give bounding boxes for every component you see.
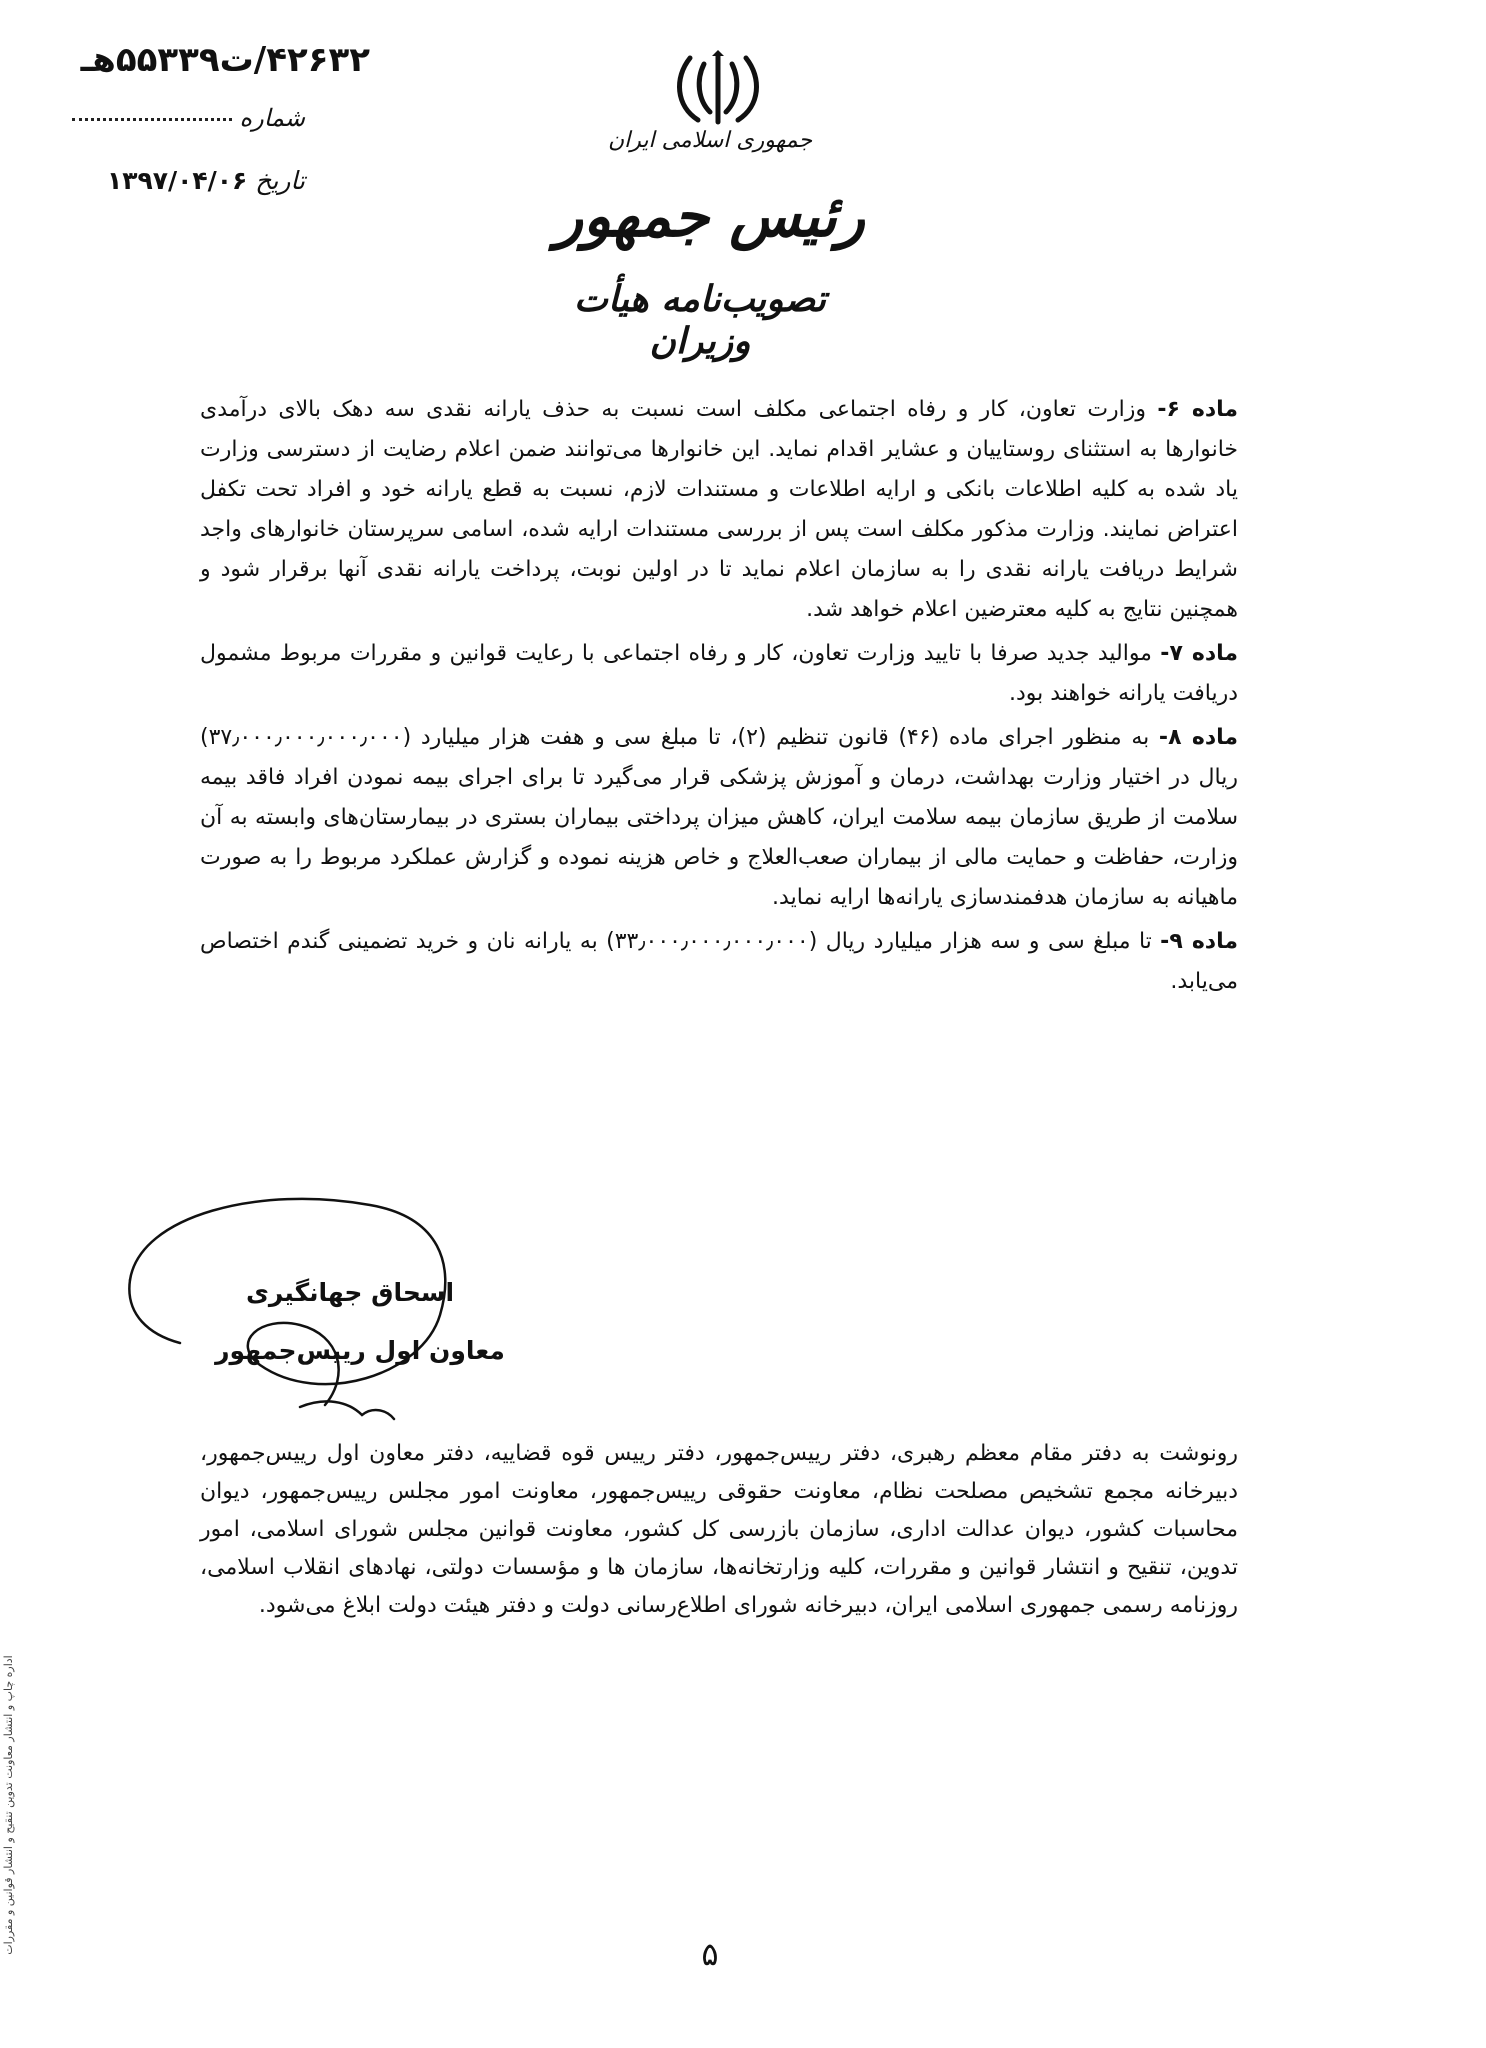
signer-title: معاون اول رییس‌جمهور [215,1336,505,1365]
article-7 [200,634,1238,714]
number-field [60,104,305,132]
iran-emblem-icon [668,50,768,128]
article-label: ماده ۸- [1158,725,1238,750]
reference-number: ۴۲۶۳۲/ت۵۵۳۳۹هـ [80,40,370,80]
article-6 [200,390,1238,630]
date-value: ۱۳۹۷/۰۴/۰۶ [106,166,248,195]
margin-note: اداره چاپ و انتشار معاونت تدوین تنقیح و انتشار قوانین و مقررات [2,1655,15,1955]
republic-heading: جمهوری اسلامی ایران [607,128,813,153]
article-text: وزارت تعاون، کار و رفاه اجتماعی مکلف است نسبت به حذف یارانه نقدی سه دهک بالای درآمدی خانوارها به استثنای روستاییان و عشایر اقدام نماید. این خانوارها می‌توانند ضمن اعلام رضایت از دسترسی وزارت یاد شده به کلیه اطلاعات بانکی و ارایه اطلاعات و مستندات لازم، نسبت به قطع یارانه خود و افراد تحت تکفل اعتراض نمایند. وزارت مذکور مکلف است پس از بررسی مستندات ارایه شده، اسامی سرپرستان خانوارهای واجد شرایط دریافت یارانه نقدی را به سازمان اعلام نماید تا در اولین نوبت، پرداخت یارانه نقدی آنها برقرار شود و همچنین نتایج به کلیه معترضین اعلام خواهد شد. [200,397,1238,622]
number-dotted-line [72,118,232,121]
article-label: ماده ۹- [1160,929,1238,954]
date-label: تاریخ [255,166,305,195]
date-field [75,166,305,195]
distribution-list: رونوشت به دفتر مقام معظم رهبری، دفتر رییس‌جمهور، دفتر رییس قوه قضاییه، دفتر معاون اول رییس‌جمهور، دبیرخانه مجمع تشخیص مصلحت نظام، معاونت حقوقی رییس‌جمهور، معاونت امور مجلس رییس‌جمهور، دیوان محاسبات کشور، دیوان عدالت اداری، سازمان بازرسی کل کشور، معاونت قوانین مجلس شورای اسلامی، امور تدوین، تنقیح و انتشار قوانین و مقررات، کلیه وزارتخانه‌ها، سازمان ها و مؤسسات دولتی، نهادهای انقلاب اسلامی، روزنامه رسمی جمهوری اسلامی ایران، دبیرخانه شورای اطلاع‌رسانی دولت و دفتر هیئت دولت ابلاغ می‌شود. [200,1441,1238,1618]
article-text: تا مبلغ سی و سه هزار میلیارد ریال (۳۳٫۰۰۰٫۰۰۰٫۰۰۰٫۰۰۰) به یارانه نان و خرید تضمینی گندم اختصاص می‌یابد. [200,929,1238,994]
article-label: ماده ۷- [1160,641,1238,666]
approval-heading: تصویب‌نامه هیأت وزیران [573,278,827,362]
signer-name: اسحاق جهانگیری [245,1278,455,1307]
article-text: به منظور اجرای ماده (۴۶) قانون تنظیم (۲)، تا مبلغ سی و هفت هزار میلیارد (۳۷٫۰۰۰٫۰۰۰٫۰۰۰٫۰۰۰) ریال در اختیار وزارت بهداشت، درمان و آموزش پزشکی قرار می‌گیرد تا برای اجرای بیمه نمودن افراد فاقد بیمه سلامت از طریق سازمان بیمه سلامت ایران، کاهش میزان پرداختی بیماران بستری در بیمارستان‌های وابسته به آن وزارت، حفاظت و حمایت مالی از بیماران صعب‌العلاج و خاص هزینه نموده و گزارش عملکرد مربوط را به صورت ماهیانه به سازمان هدفمندسازی یارانه‌ها ارایه نماید. [200,725,1238,910]
document-body [200,390,1238,1006]
page-number: ۵ [701,1935,719,1973]
article-9 [200,922,1238,1002]
article-label: ماده ۶- [1157,397,1238,422]
article-8 [200,718,1238,918]
article-text: موالید جدید صرفا با تایید وزارت تعاون، کار و رفاه اجتماعی با رعایت قوانین و مقررات مربوط مشمول دریافت یارانه خواهند بود. [200,641,1238,706]
number-label: شماره [239,104,305,132]
president-heading: رئیس جمهور [555,182,865,250]
